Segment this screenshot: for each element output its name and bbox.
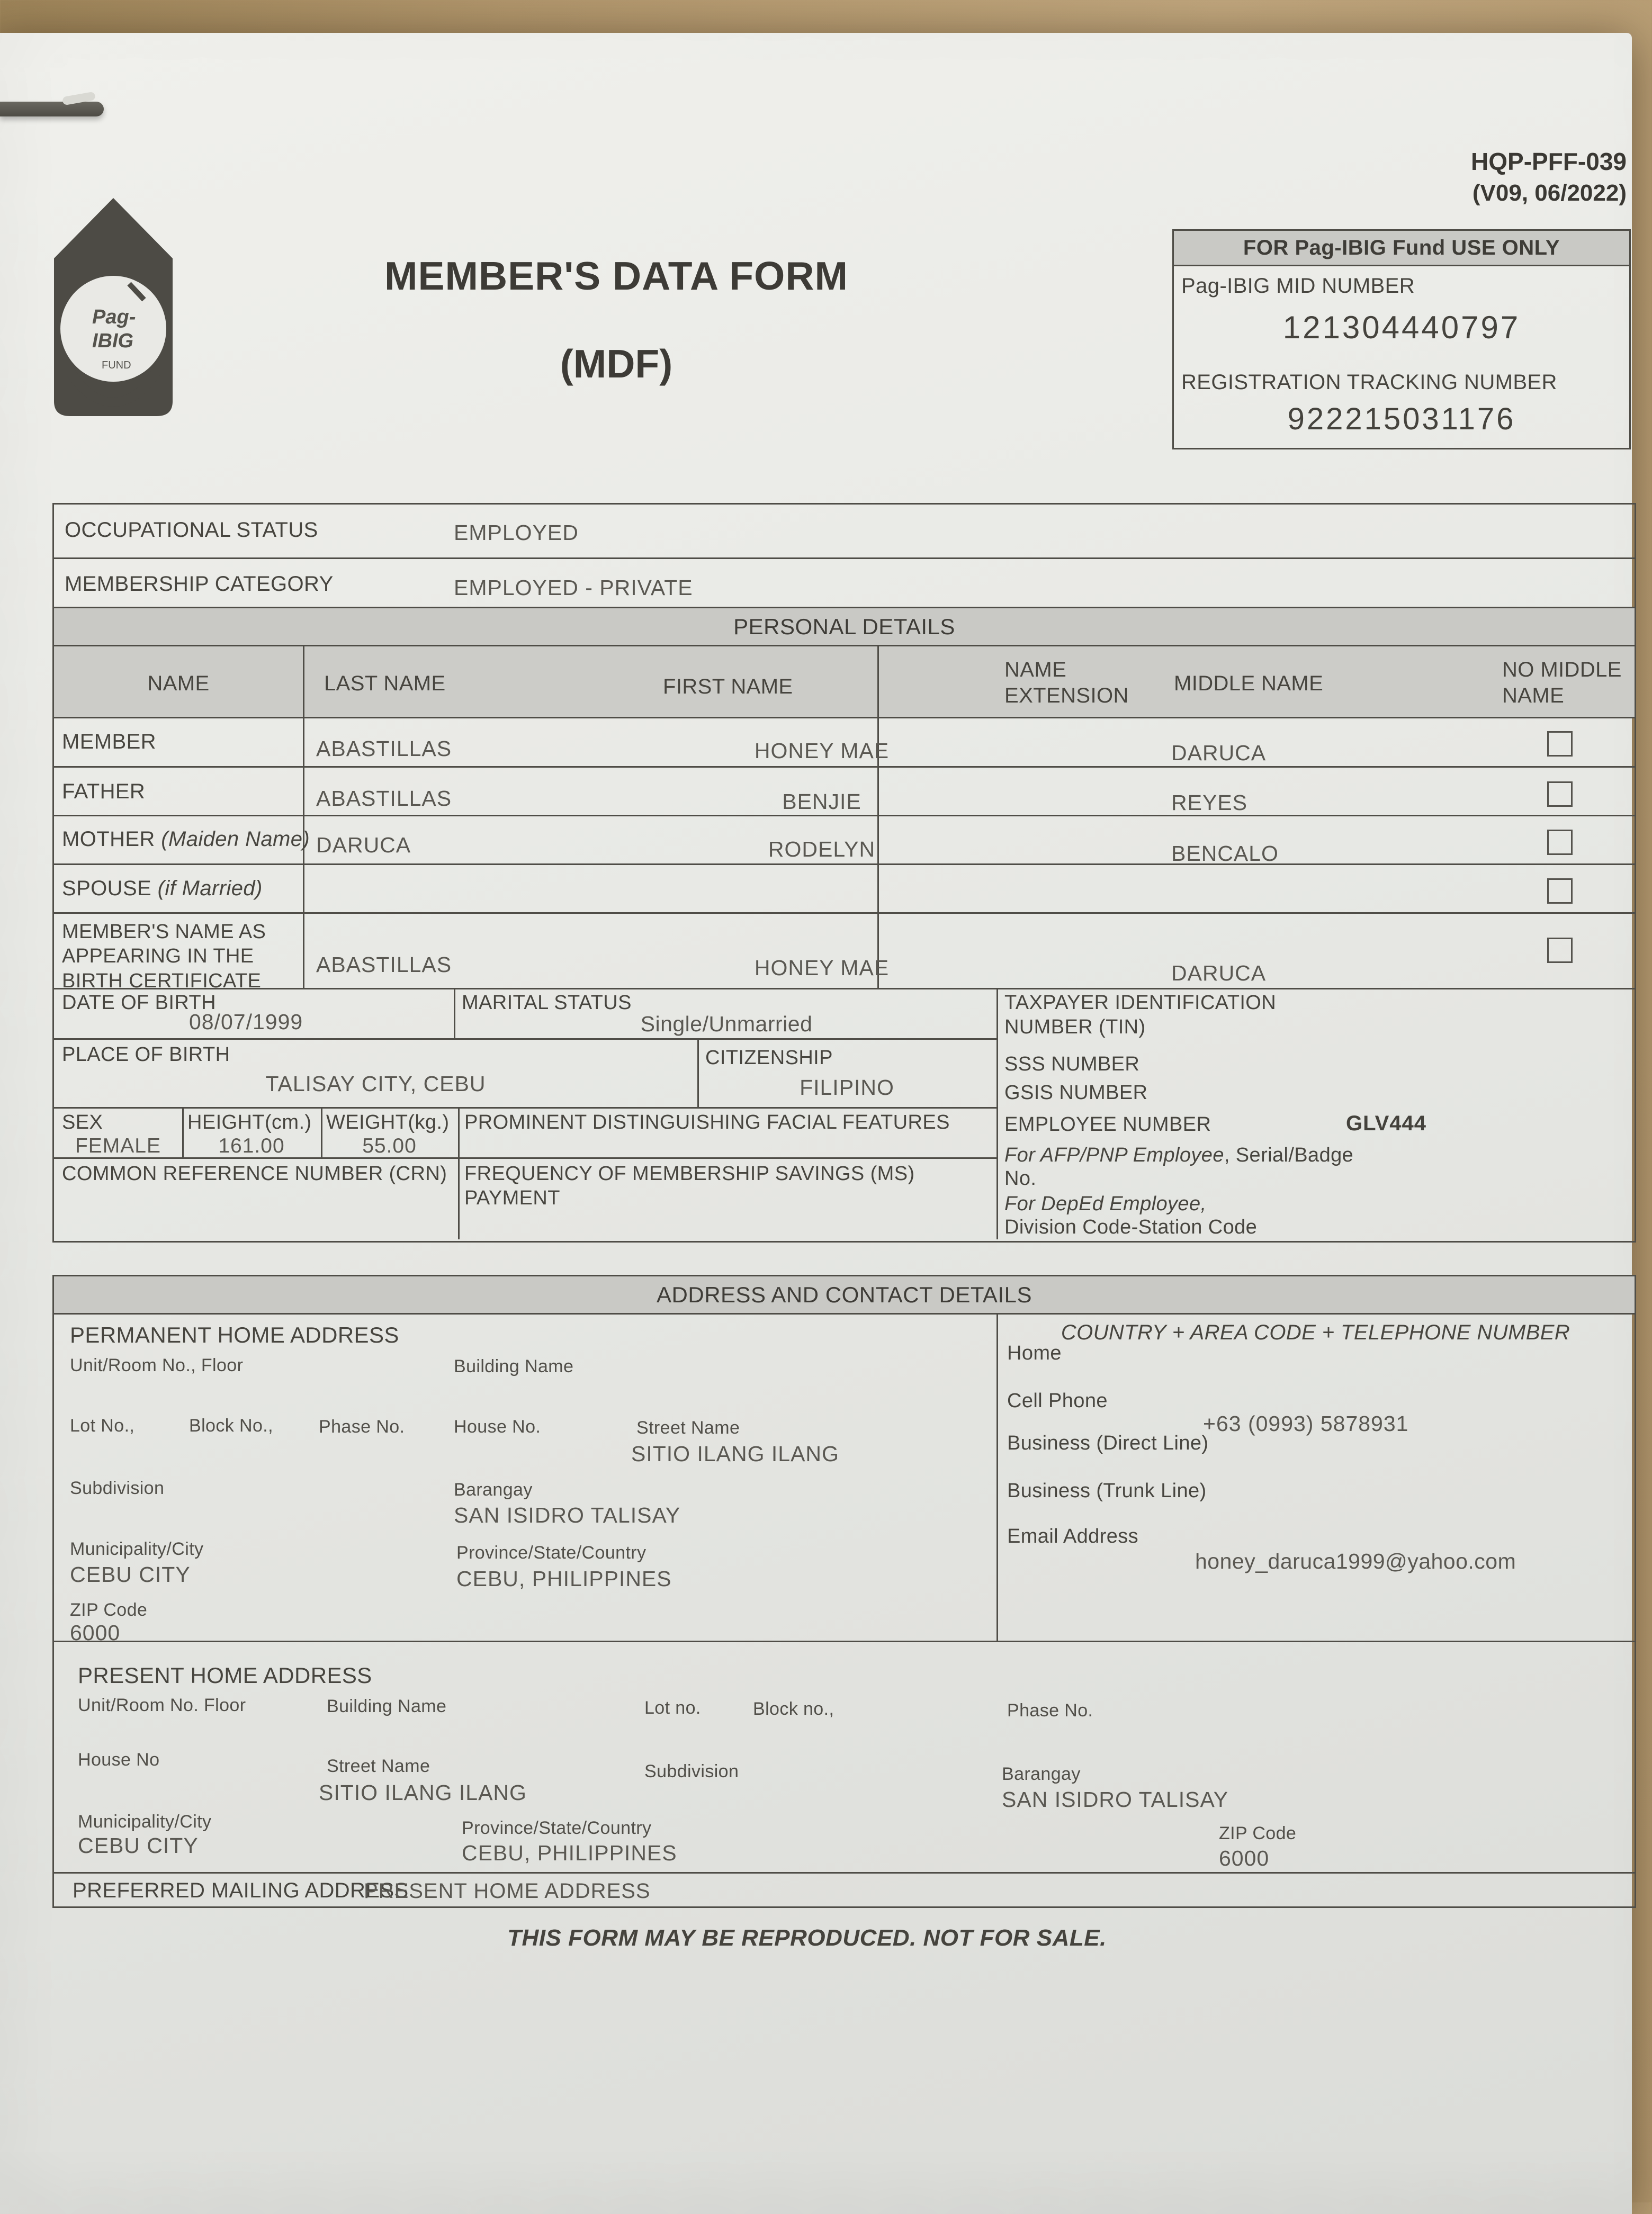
fund-use-only-box [1172, 229, 1631, 449]
form-title: MEMBER'S DATA FORM [384, 254, 849, 298]
address-section-title: ADDRESS AND CONTACT DETAILS [54, 1276, 1635, 1315]
pres-city-label: Municipality/City [78, 1812, 212, 1832]
marital-status-value: Single/Unmarried [640, 1012, 813, 1036]
sex-value: FEMALE [75, 1135, 161, 1157]
personal-details-title: PERSONAL DETAILS [54, 608, 1635, 646]
member-middle-name: DARUCA [1171, 741, 1267, 765]
footer-note: THIS FORM MAY BE REPRODUCED. NOT FOR SALE. [507, 1925, 1107, 1951]
tin-label: TAXPAYER IDENTIFICATION NUMBER (TIN) [1004, 992, 1277, 1039]
preferred-mailing-label: PREFERRED MAILING ADDRESS [73, 1879, 409, 1902]
occupational-status-label: OCCUPATIONAL STATUS [65, 518, 318, 542]
member-no-middle-checkbox[interactable] [1547, 731, 1573, 757]
perm-unit-label: Unit/Room No., Floor [70, 1355, 244, 1375]
height-value: 161.00 [218, 1135, 285, 1157]
perm-zip-label: ZIP Code [70, 1600, 148, 1620]
perm-city-label: Municipality/City [70, 1539, 204, 1559]
height-label: HEIGHT(cm.) [187, 1111, 312, 1133]
row-birthcert-label: MEMBER'S NAME AS APPEARING IN THE BIRTH CERTIFICATE [62, 921, 266, 992]
home-phone-label: Home [1007, 1342, 1062, 1364]
pres-street-value: SITIO ILANG ILANG [319, 1780, 527, 1805]
tracking-number-label: REGISTRATION TRACKING NUMBER [1181, 371, 1557, 394]
membership-category-value: EMPLOYED - PRIVATE [454, 575, 693, 600]
birthcert-middle-name: DARUCA [1171, 961, 1267, 985]
col-first-name: FIRST NAME [663, 675, 793, 698]
address-box [52, 1275, 1636, 1908]
sss-label: SSS NUMBER [1004, 1053, 1140, 1075]
ms-frequency-label: FREQUENCY OF MEMBERSHIP SAVINGS (MS) PAYMENT [464, 1163, 915, 1210]
pres-barangay-value: SAN ISIDRO TALISAY [1002, 1787, 1229, 1812]
form-subtitle: (MDF) [560, 341, 673, 386]
contact-title: COUNTRY + AREA CODE + TELEPHONE NUMBER [1061, 1321, 1570, 1344]
father-last-name: ABASTILLAS [316, 786, 452, 811]
sex-label: SEX [62, 1111, 103, 1133]
pres-subdivision-label: Subdivision [644, 1761, 739, 1781]
perm-zip-value: 6000 [70, 1621, 121, 1645]
pres-province-label: Province/State/Country [462, 1818, 652, 1838]
afp-serial-label: For AFP/PNP Employee, Serial/Badge [1004, 1144, 1354, 1166]
weight-label: WEIGHT(kg.) [326, 1111, 450, 1133]
member-first-name: HONEY MAE [754, 739, 890, 763]
employee-number-label: EMPLOYEE NUMBER [1004, 1113, 1211, 1136]
perm-street-label: Street Name [636, 1418, 740, 1438]
members-data-form [13, 0, 1652, 2170]
perm-lot-label: Lot No., [70, 1416, 135, 1436]
pres-lot-label: Lot no. [644, 1698, 701, 1718]
perm-barangay-value: SAN ISIDRO TALISAY [454, 1503, 681, 1527]
pres-zip-value: 6000 [1219, 1846, 1270, 1870]
perm-province-value: CEBU, PHILIPPINES [456, 1567, 672, 1591]
row-member-label: MEMBER [62, 730, 156, 753]
perm-block-label: Block No., [189, 1416, 273, 1436]
employee-number-value: GLV444 [1346, 1112, 1426, 1135]
col-middle-name: MIDDLE NAME [1174, 672, 1324, 695]
pob-label: PLACE OF BIRTH [62, 1043, 230, 1066]
mother-last-name: DARUCA [316, 833, 411, 857]
form-version: (V09, 06/2022) [1472, 179, 1627, 206]
birthcert-first-name: HONEY MAE [754, 956, 890, 980]
mother-no-middle-checkbox[interactable] [1547, 830, 1573, 855]
business-direct-label: Business (Direct Line) [1007, 1432, 1209, 1454]
pres-barangay-label: Barangay [1002, 1764, 1081, 1784]
personal-details-box [52, 607, 1636, 1243]
spouse-no-middle-checkbox[interactable] [1547, 878, 1573, 904]
father-no-middle-checkbox[interactable] [1547, 781, 1573, 807]
cell-phone-label: Cell Phone [1007, 1390, 1108, 1412]
present-address-title: PRESENT HOME ADDRESS [78, 1663, 372, 1688]
perm-barangay-label: Barangay [454, 1480, 533, 1500]
business-trunk-label: Business (Trunk Line) [1007, 1480, 1207, 1502]
row-mother-label: MOTHER (Maiden Name) [62, 827, 310, 851]
dob-value: 08/07/1999 [189, 1010, 303, 1034]
citizenship-value: FILIPINO [800, 1075, 894, 1100]
permanent-address-title: PERMANENT HOME ADDRESS [70, 1322, 399, 1347]
father-middle-name: REYES [1171, 790, 1247, 815]
membership-category-label: MEMBERSHIP CATEGORY [65, 572, 334, 596]
row-father-label: FATHER [62, 780, 146, 803]
tracking-number-value: 922215031176 [1287, 402, 1516, 436]
perm-province-label: Province/State/Country [456, 1543, 647, 1563]
facial-features-label: PROMINENT DISTINGUISHING FACIAL FEATURES [464, 1111, 950, 1133]
marital-status-label: MARITAL STATUS [462, 992, 632, 1014]
preferred-mailing-value: PRESENT HOME ADDRESS [364, 1879, 651, 1903]
pres-city-value: CEBU CITY [78, 1833, 199, 1858]
logo-word2: IBIG [92, 330, 134, 352]
pagibig-logo [50, 194, 177, 420]
pres-unit-label: Unit/Room No. Floor [78, 1695, 246, 1715]
mother-first-name: RODELYN [768, 837, 876, 861]
form-code: HQP-PFF-039 [1471, 148, 1627, 175]
crn-label: COMMON REFERENCE NUMBER (CRN) [62, 1163, 447, 1185]
pres-phase-label: Phase No. [1007, 1700, 1093, 1721]
gsis-label: GSIS NUMBER [1004, 1082, 1148, 1104]
occupational-status-value: EMPLOYED [454, 520, 579, 545]
member-last-name: ABASTILLAS [316, 736, 452, 761]
birthcert-last-name: ABASTILLAS [316, 952, 452, 977]
father-first-name: BENJIE [782, 789, 861, 814]
col-name: NAME [147, 672, 210, 695]
pres-house-label: House No [78, 1750, 160, 1770]
mother-middle-name: BENCALO [1171, 841, 1279, 866]
email-label: Email Address [1007, 1525, 1139, 1547]
row-spouse-label: SPOUSE (if Married) [62, 877, 263, 900]
pres-street-label: Street Name [327, 1756, 430, 1776]
mid-number-label: Pag-IBIG MID NUMBER [1181, 274, 1415, 298]
weight-value: 55.00 [362, 1135, 417, 1157]
perm-street-value: SITIO ILANG ILANG [631, 1442, 839, 1466]
email-value: honey_daruca1999@yahoo.com [1195, 1549, 1516, 1573]
pres-zip-label: ZIP Code [1219, 1823, 1297, 1843]
col-last-name: LAST NAME [324, 672, 446, 695]
fund-use-only-title: FOR Pag-IBIG Fund USE ONLY [1174, 231, 1629, 266]
perm-phase-label: Phase No. [319, 1417, 405, 1437]
cell-phone-value: +63 (0993) 5878931 [1203, 1411, 1409, 1436]
perm-subdivision-label: Subdivision [70, 1478, 165, 1498]
mid-number-value: 121304440797 [1282, 310, 1521, 345]
perm-house-label: House No. [454, 1417, 541, 1437]
birthcert-no-middle-checkbox[interactable] [1547, 938, 1573, 963]
dob-label: DATE OF BIRTH [62, 992, 216, 1014]
afp-serial-label-line2: No. [1004, 1167, 1037, 1190]
pres-block-label: Block no., [753, 1699, 834, 1719]
perm-building-label: Building Name [454, 1356, 574, 1376]
pres-building-label: Building Name [327, 1696, 447, 1716]
pres-province-value: CEBU, PHILIPPINES [462, 1841, 677, 1865]
perm-city-value: CEBU CITY [70, 1562, 191, 1587]
logo-word1: Pag- [92, 306, 136, 328]
deped-label: For DepEd Employee, [1004, 1193, 1207, 1215]
deped-label-line2: Division Code-Station Code [1004, 1216, 1258, 1238]
pob-value: TALISAY CITY, CEBU [265, 1072, 486, 1096]
logo-word3: FUND [102, 359, 131, 371]
col-name-extension: NAME EXTENSION [1004, 658, 1129, 707]
citizenship-label: CITIZENSHIP [705, 1047, 833, 1069]
col-no-middle-name: NO MIDDLE NAME [1502, 658, 1622, 707]
status-box [52, 503, 1636, 610]
